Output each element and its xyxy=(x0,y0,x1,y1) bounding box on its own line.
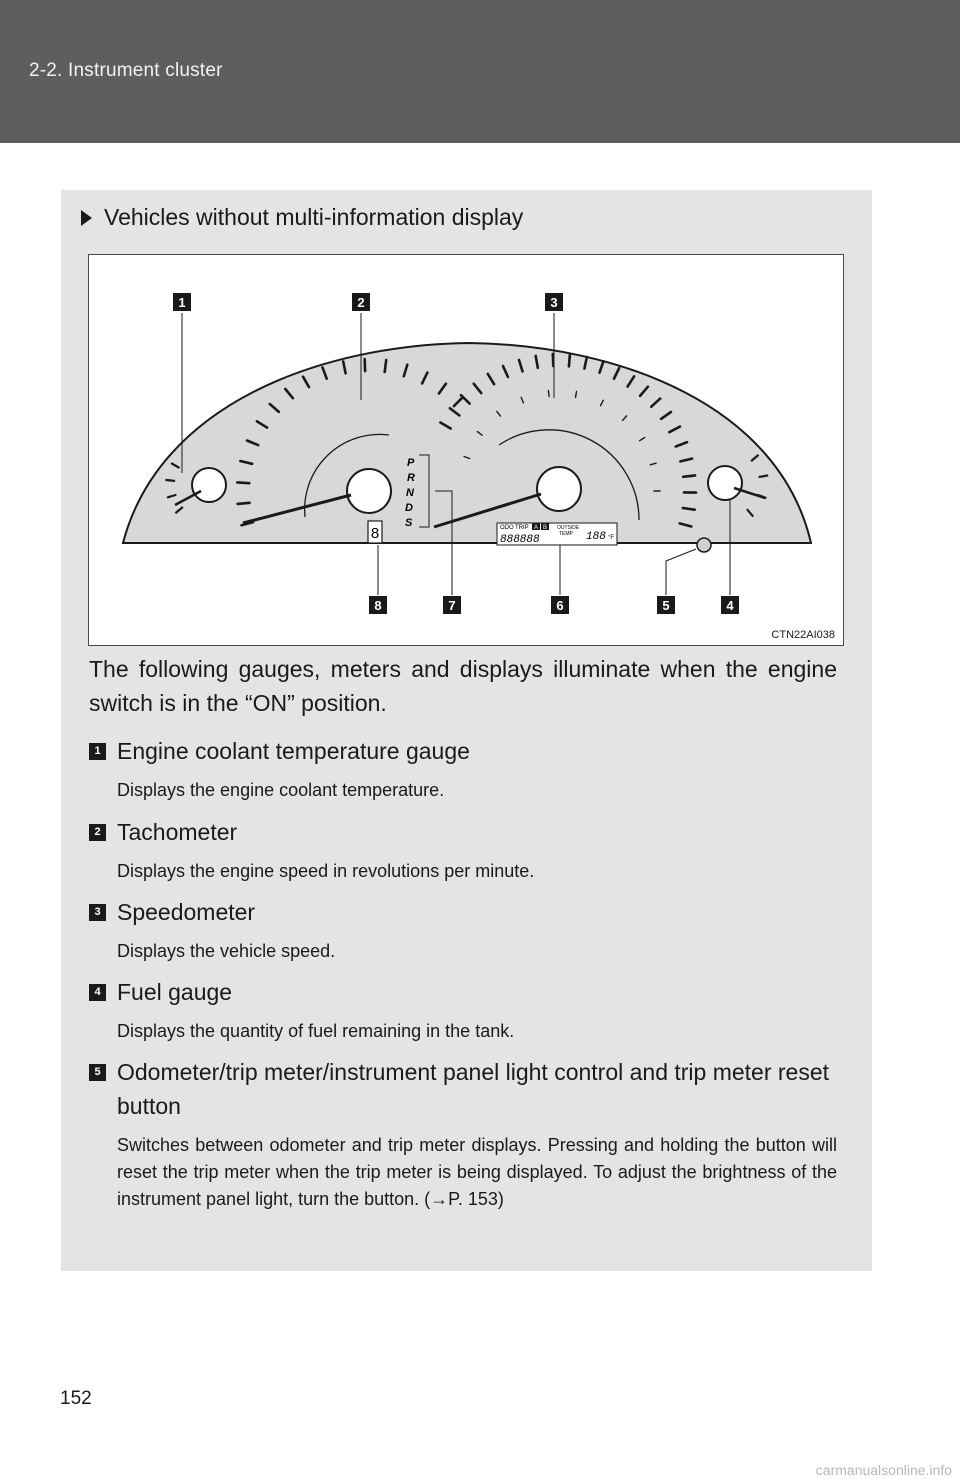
gauge-tick xyxy=(683,475,695,476)
gauge-tick xyxy=(553,354,554,366)
gauge-tick xyxy=(166,480,174,481)
figure-code: CTN22AI038 xyxy=(771,629,835,641)
cluster-housing xyxy=(123,343,811,543)
page-number: 152 xyxy=(60,1388,92,1409)
item-description: Displays the engine speed in revolutions per minute. xyxy=(117,861,535,881)
svg-text:6: 6 xyxy=(556,598,564,613)
item-title: Engine coolant temperature gauge xyxy=(117,738,470,764)
gauge-tick xyxy=(683,508,695,510)
subsection-heading-text: Vehicles without multi-information display xyxy=(104,204,524,230)
odometer-display xyxy=(497,523,617,546)
gauge-tick xyxy=(385,360,387,372)
svg-text:TEMP: TEMP xyxy=(559,531,573,537)
svg-text:7: 7 xyxy=(448,598,456,613)
gear-p: P xyxy=(407,457,415,469)
item-description: Switches between odometer and trip meter displays. Pressing and holding the button will reset the trip meter when the trip meter is being displayed. To adjust the brightness of the instrument panel light, turn the button. (→P. 153) xyxy=(117,1135,837,1209)
item-title: Fuel gauge xyxy=(117,979,233,1005)
item-description: Displays the engine coolant temperature. xyxy=(117,780,445,800)
triangle-bullet-icon xyxy=(81,210,92,226)
page-header xyxy=(0,0,960,143)
gauge-tick xyxy=(238,503,250,504)
svg-text:OUTSIDE: OUTSIDE xyxy=(557,525,580,531)
item-number-badge: 5 xyxy=(89,1064,106,1081)
item-title: Odometer/trip meter/instrument panel light control and trip meter reset button xyxy=(117,1059,830,1119)
gear-r: R xyxy=(407,472,415,484)
gauge-tick xyxy=(548,391,549,397)
gear-s: S xyxy=(405,517,413,529)
section-title: 2-2. Instrument cluster xyxy=(29,60,223,81)
subsection-heading xyxy=(81,204,523,231)
item-number-badge: 4 xyxy=(89,984,106,1001)
item-number-badge: 3 xyxy=(89,904,106,921)
svg-text:TRIP: TRIP xyxy=(515,525,529,531)
svg-text:2: 2 xyxy=(357,295,365,310)
item-number-badge: 2 xyxy=(89,824,106,841)
svg-text:188: 188 xyxy=(586,531,606,543)
gear-digit: 8 xyxy=(370,525,380,542)
gauge-tick xyxy=(760,476,768,477)
gear-d: D xyxy=(405,502,413,514)
svg-text:B: B xyxy=(542,525,548,531)
trip-reset-knob xyxy=(697,538,711,552)
svg-text:8: 8 xyxy=(374,598,382,613)
svg-text:3: 3 xyxy=(550,295,558,310)
svg-text:°F: °F xyxy=(608,535,615,541)
item-title: Tachometer xyxy=(117,819,238,845)
svg-text:4: 4 xyxy=(726,598,734,613)
item-title: Speedometer xyxy=(117,899,256,925)
watermark: carmanualsonline.info xyxy=(815,1462,952,1478)
item-number-badge: 1 xyxy=(89,743,106,760)
svg-text:1: 1 xyxy=(178,295,186,310)
intro-paragraph: The following gauges, meters and displays illuminate when the engine switch is in the “ON” position. xyxy=(89,656,837,716)
gauge-tick xyxy=(576,392,577,398)
svg-text:888888: 888888 xyxy=(500,534,540,546)
instrument-cluster-illustration xyxy=(89,255,845,647)
item-description: Displays the quantity of fuel remaining in the tank. xyxy=(117,1021,515,1041)
svg-text:A: A xyxy=(533,525,539,531)
svg-text:ODO: ODO xyxy=(500,525,514,531)
instrument-cluster-figure xyxy=(88,254,844,646)
gauge-tick xyxy=(569,354,570,366)
svg-text:5: 5 xyxy=(662,598,670,613)
item-description: Displays the vehicle speed. xyxy=(117,941,336,961)
gear-n: N xyxy=(406,487,414,499)
gauge-tick xyxy=(237,482,249,483)
